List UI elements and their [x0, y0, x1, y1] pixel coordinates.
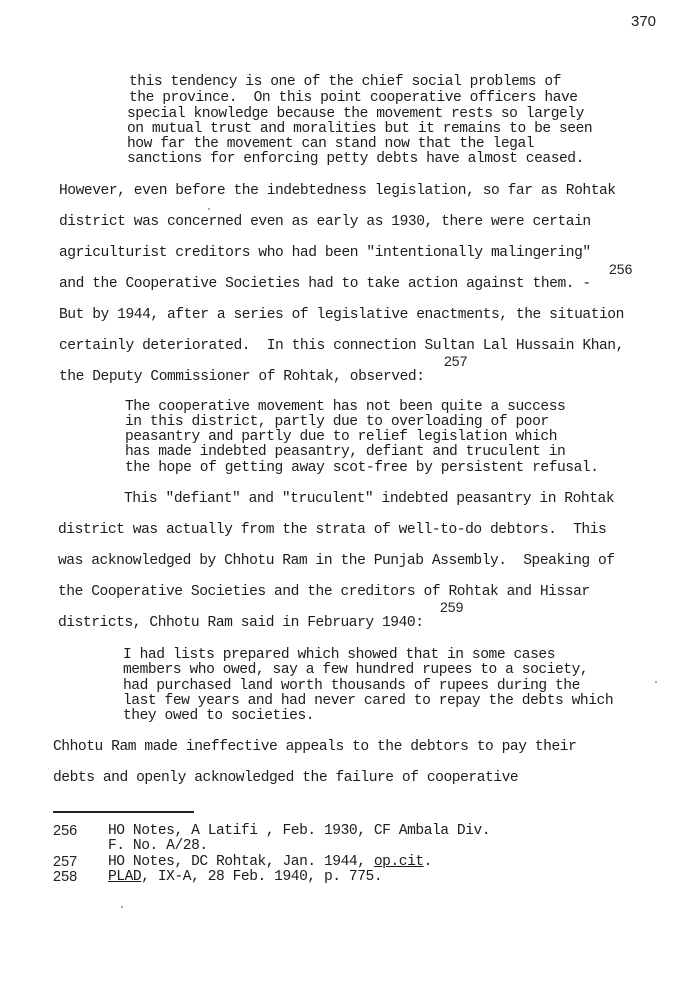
quote-line: sanctions for enforcing petty debts have almost ceased. — [127, 151, 584, 167]
footnote-number: 257 — [53, 854, 78, 870]
footnote-number: 258 — [53, 869, 78, 885]
quote-line: the province. On this point cooperative officers have — [129, 90, 578, 106]
paragraph-line: agriculturist creditors who had been "intentionally malingering" — [59, 245, 591, 261]
scan-speck — [208, 208, 210, 210]
quote-line: in this district, partly due to overloading of poor — [125, 414, 549, 430]
paragraph-line: However, even before the indebtedness legislation, so far as Rohtak — [59, 183, 616, 199]
footnote-reference-256: 256 — [609, 261, 633, 277]
paragraph-line: debts and openly acknowledged the failure of cooperative — [53, 770, 519, 786]
paragraph-line: This "defiant" and "truculent" indebted peasantry in Rohtak — [124, 491, 615, 507]
quote-line: members who owed, say a few hundred rupees to a society, — [123, 662, 589, 678]
footnote-op-cit: op.cit — [373, 854, 424, 870]
quote-line: I had lists prepared which showed that in some cases — [123, 647, 555, 663]
footnote-text — [108, 869, 382, 885]
quote-line: the hope of getting away scot-free by persistent refusal. — [125, 460, 599, 476]
footnote-text: HO Notes, A Latifi , Feb. 1930, CF Ambala Div. — [108, 823, 491, 839]
footnote-divider — [53, 811, 194, 813]
scan-speck — [121, 906, 123, 908]
footnote-plad: PLAD — [108, 869, 142, 885]
footnote-text: F. No. A/28. — [108, 838, 208, 854]
footnote-reference-259: 259 — [440, 599, 464, 615]
quote-line: last few years and had never cared to repay the debts which — [123, 693, 614, 709]
page-number: 370 — [631, 13, 657, 30]
paragraph-line: and the Cooperative Societies had to take action against them. - — [59, 276, 591, 292]
scan-speck — [655, 681, 657, 683]
footnote-text-after: . — [423, 854, 433, 870]
footnote-text-before: HO Notes, DC Rohtak, Jan. 1944, — [108, 854, 374, 870]
footnote-reference-257: 257 — [444, 353, 468, 369]
paragraph-line: But by 1944, after a series of legislative enactments, the situation — [59, 307, 624, 323]
quote-line: special knowledge because the movement rests so largely — [127, 106, 584, 122]
footnote-text-after: , IX-A, 28 Feb. 1940, p. 775. — [141, 869, 383, 885]
quote-line: The cooperative movement has not been quite a success — [125, 399, 566, 415]
quote-line: how far the movement can stand now that the legal — [127, 136, 535, 152]
footnote-text — [108, 854, 432, 870]
quote-line: this tendency is one of the chief social problems of — [129, 74, 561, 90]
paragraph-line: Chhotu Ram made ineffective appeals to the debtors to pay their — [53, 739, 577, 755]
quote-line: they owed to societies. — [123, 708, 315, 724]
quote-line: has made indebted peasantry, defiant and truculent in — [125, 444, 566, 460]
paragraph-line: district was actually from the strata of well-to-do debtors. This — [58, 522, 607, 538]
quote-line: on mutual trust and moralities but it remains to be seen — [127, 121, 593, 137]
paragraph-line: was acknowledged by Chhotu Ram in the Punjab Assembly. Speaking of — [58, 553, 615, 569]
paragraph-line: districts, Chhotu Ram said in February 1940: — [58, 615, 424, 631]
paragraph-line: the Cooperative Societies and the creditors of Rohtak and Hissar — [58, 584, 590, 600]
paragraph-line: district was concerned even as early as 1930, there were certain — [59, 214, 591, 230]
paragraph-line: certainly deteriorated. In this connection Sultan Lal Hussain Khan, — [59, 338, 624, 354]
quote-line: peasantry and partly due to relief legislation which — [125, 429, 557, 445]
footnote-number: 256 — [53, 823, 78, 839]
paragraph-line: the Deputy Commissioner of Rohtak, observed: — [59, 369, 425, 385]
quote-line: had purchased land worth thousands of rupees during the — [123, 678, 580, 694]
